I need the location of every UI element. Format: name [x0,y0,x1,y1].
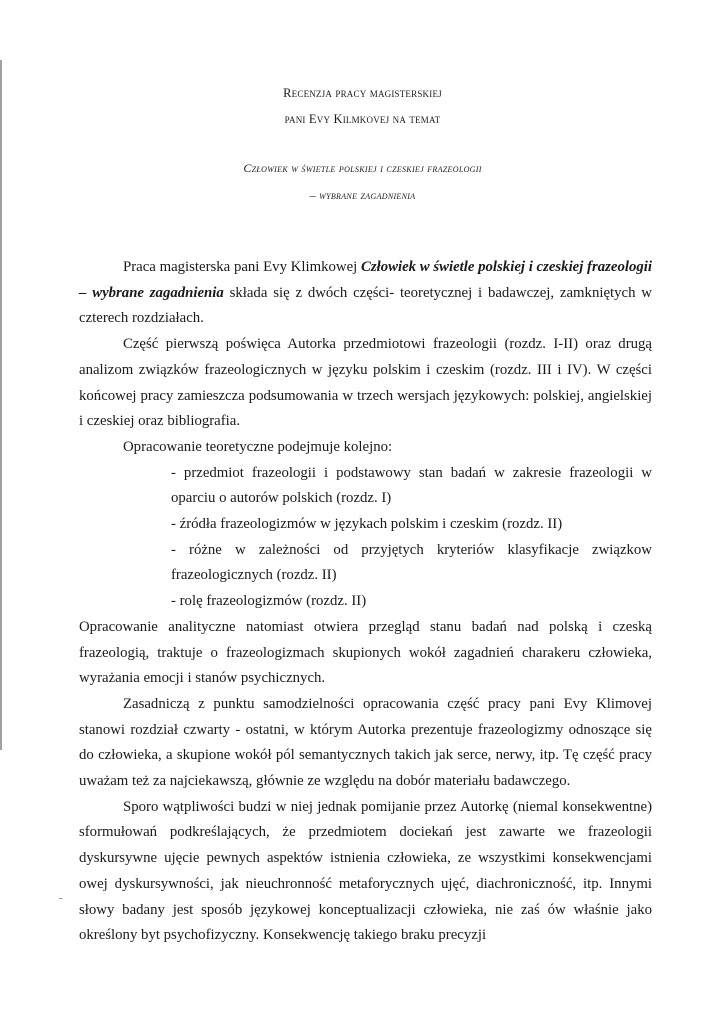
subtitle-line-2: – wybrane zagadnienia [309,188,416,202]
header-line-2: pani Evy Kilmkovej na temat [284,112,441,126]
list-item: - rolę frazeologizmów (rozdz. II) [171,593,367,610]
p1-text-a: Praca magisterska pani Evy Klimkowej [123,259,361,275]
subtitle-line-1: Człowiek w świetle polskiej i czeskiej frazeologii [243,161,482,175]
paragraph-6: Sporo wątpliwości budzi w niej jednak pomijanie przez Autorkę (niemal konsekwentne) sformułowań podkreślających, że przedmiotem dociekań jest zawarte we frazeologii dyskursywne ujęcie pewnych aspektów istnienia człowieka, ze wszystkimi konsekwencjami owej dyskursywności, jak nieuchronność metaforycznych ujęć, diachroniczność, itp. Innymi słowy badany jest sposób językowej konceptualizacji człowieka, nie zaś ów właśnie jako określony byt psychofizyczny. Konsekwencję takiego braku precyzji [79,798,652,944]
margin-mark: - [59,893,63,904]
paragraph-2: Część pierwszą poświęca Autorka przedmiotowi frazeologii (rozdz. I-II) oraz drugą analizom związków frazeologicznych w języku polskim i czeskim (rozdz. III i IV). W części końcowej pracy zamieszcza podsumowania w trzech wersjach językowych: polskiej, angielskiej i czeskiej oraz bibliografia. [79,336,652,430]
paragraph-4: Opracowanie analityczne natomiast otwiera przegląd stanu badań nad polską i czeską frazeologią, traktuje o frazeologizmach skupionych wokół zagadnień charakeru człowieka, wyrażania emocji i stanów psychicznych. [79,618,652,687]
topic-list [171,461,652,615]
list-item: - przedmiot frazeologii i podstawowy stan badań w zakresie frazeologii w oparciu o autorów polskich (rozdz. I) [171,464,652,507]
paragraph-3: Opracowanie teoretyczne podejmuje kolejno: [123,438,393,455]
document-body [79,255,652,949]
p1-text-b: składa się z dwóch części- teoretycznej i badawczej, zamkniętych w czterech rozdziałach. [79,284,652,327]
paragraph-5: Zasadniczą z punktu samodzielności opracowania część pracy pani Evy Klimovej stanowi rozdział czwarty - ostatni, w którym Autorka prezentuje frazeologizmy odnoszące się do człowieka, a skupione wokół pól semantycznych takich jak serce, nerwy, itp. Tę część pracy uważam też za najciekawszą, głównie ze względu na dobór materiału badawczego. [79,695,652,790]
header-line-1: Recenzja pracy magisterskiej [283,86,442,100]
paragraph-1 [79,255,652,332]
list-item: - różne w zależności od przyjętych kryteriów klasyfikacje związkow frazeologicznych (rozdz. II) [171,541,652,584]
thesis-title: Człowiek w świetle polskiej i czeskiej frazeologii – wybrane zagadnienia [79,259,652,301]
list-item: - źródła frazeologizmów w językach polskim i czeskim (rozdz. II) [171,516,563,533]
